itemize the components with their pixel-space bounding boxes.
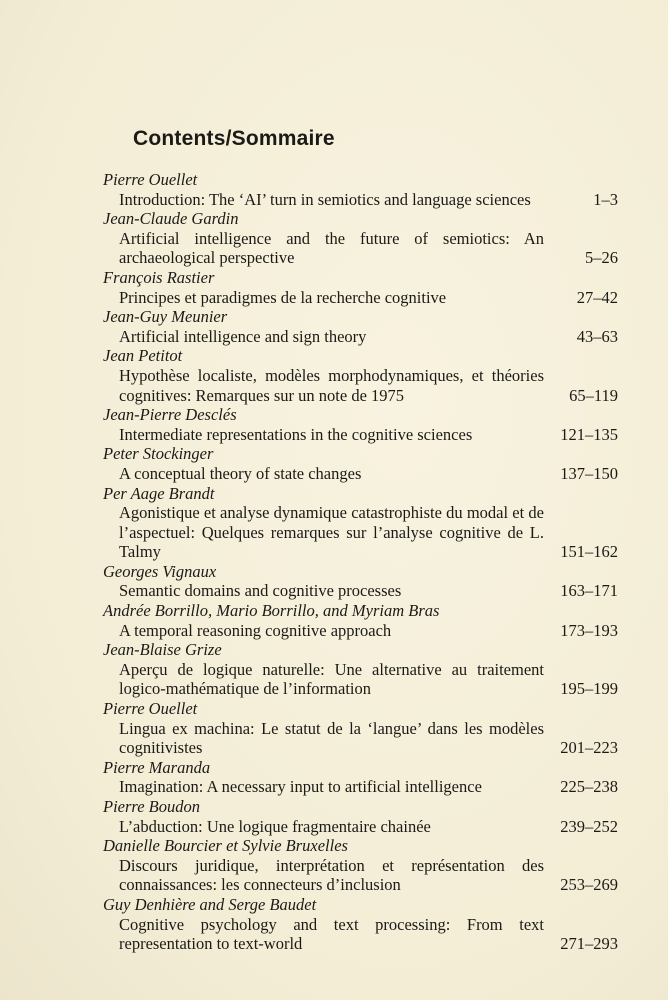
- entry-title-row: [103, 425, 618, 445]
- entry-pages: 121–135: [560, 424, 618, 444]
- entry-title: Introduction: The ‘AI’ turn in semiotics and language sciences: [119, 189, 531, 209]
- entry-title-row: [103, 288, 618, 308]
- entry-author: Jean-Guy Meunier: [103, 307, 228, 327]
- table-of-contents: [103, 170, 618, 954]
- entry-pages: 271–293: [560, 934, 618, 954]
- entry-title-row: [103, 366, 618, 405]
- entry-title: Principes et paradigmes de la recherche cognitive: [119, 287, 447, 307]
- toc-entry: [103, 170, 618, 209]
- entry-title: Intermediate representations in the cognitive sciences: [119, 424, 473, 444]
- entry-pages: 137–150: [560, 463, 618, 483]
- entry-pages: 151–162: [560, 542, 618, 562]
- toc-entry: [103, 444, 618, 483]
- entry-title-row: [103, 856, 618, 895]
- toc-entry: [103, 484, 618, 562]
- entry-title: A conceptual theory of state changes: [119, 463, 362, 483]
- toc-entry: [103, 758, 618, 797]
- entry-title: Imagination: A necessary input to artificial intelligence: [119, 777, 482, 797]
- entry-pages: 253–269: [560, 875, 618, 895]
- toc-entry: [103, 699, 618, 758]
- entry-author: Jean-Pierre Desclés: [103, 405, 237, 425]
- entry-title-row: [103, 719, 618, 758]
- entry-pages: 65–119: [569, 385, 618, 405]
- entry-title-row: [103, 777, 618, 797]
- entry-title-row: [103, 817, 618, 837]
- entry-author: Jean Petitot: [103, 346, 183, 366]
- entry-title: Semantic domains and cognitive processes: [119, 581, 402, 601]
- entry-author: Pierre Maranda: [103, 757, 211, 777]
- entry-author: Pierre Boudon: [103, 797, 200, 816]
- entry-pages: 27–42: [576, 287, 618, 307]
- toc-entry: [103, 307, 618, 346]
- toc-entry: [103, 836, 618, 895]
- entry-title-row: [103, 327, 618, 347]
- entry-title-row: [103, 660, 618, 699]
- entry-author: Jean-Claude Gardin: [103, 209, 239, 229]
- entry-pages: 1–3: [593, 189, 618, 209]
- entry-pages: 201–223: [560, 738, 618, 758]
- entry-author: Pierre Ouellet: [103, 170, 198, 189]
- entry-pages: 195–199: [560, 679, 618, 699]
- entry-author: Pierre Ouellet: [103, 699, 198, 719]
- entry-title-row: [103, 621, 618, 641]
- entry-pages: 163–171: [560, 581, 618, 601]
- entry-author: Peter Stockinger: [103, 444, 214, 464]
- entry-title-row: [103, 915, 618, 954]
- toc-entry: [103, 895, 618, 954]
- entry-title: Cognitive psychology and text processing: From text representation to text-world: [119, 914, 544, 954]
- entry-pages: 225–238: [560, 777, 618, 797]
- entry-title-row: [103, 464, 618, 484]
- toc-entry: [103, 209, 618, 268]
- entry-title: Discours juridique, interprétation et représentation des connaissances: les connecteurs d’inclusion: [119, 855, 544, 895]
- entry-author: Jean-Blaise Grize: [103, 640, 222, 660]
- toc-entry: [103, 346, 618, 405]
- entry-title: L’abduction: Une logique fragmentaire chainée: [119, 816, 431, 836]
- entry-author: François Rastier: [103, 267, 215, 287]
- entry-author: Danielle Bourcier et Sylvie Bruxelles: [103, 836, 348, 856]
- entry-title-row: [103, 190, 618, 210]
- entry-pages: 5–26: [585, 248, 618, 268]
- toc-entry: [103, 601, 618, 640]
- toc-entry: [103, 405, 618, 444]
- entry-title: Agonistique et analyse dynamique catastrophiste du modal et de l’aspectuel: Quelques remarques sur l’analyse cognitive de L. Talmy: [119, 503, 544, 562]
- entry-pages: 43–63: [576, 326, 618, 346]
- entry-title: Aperçu de logique naturelle: Une alternative au traitement logico-mathématique de l’information: [119, 659, 544, 699]
- entry-author: Guy Denhière and Serge Baudet: [103, 894, 317, 914]
- toc-entry: [103, 640, 618, 699]
- entry-title: Lingua ex machina: Le statut de la ‘langue’ dans les modèles cognitivistes: [119, 718, 544, 758]
- entry-title-row: [103, 581, 618, 601]
- entry-title-row: [103, 229, 618, 268]
- entry-title: A temporal reasoning cognitive approach: [119, 620, 392, 640]
- entry-author: Andrée Borrillo, Mario Borrillo, and Myriam Bras: [103, 601, 440, 621]
- entry-author: Georges Vignaux: [103, 561, 217, 581]
- toc-entry: [103, 797, 618, 836]
- entry-author: Per Aage Brandt: [103, 483, 215, 503]
- toc-entry: [103, 562, 618, 601]
- entry-title: Artificial intelligence and sign theory: [119, 326, 367, 346]
- entry-pages: 173–193: [560, 620, 618, 640]
- entry-title: Hypothèse localiste, modèles morphodynamiques, et théories cognitives: Remarques sur un note de 1975: [119, 365, 544, 405]
- entry-title-row: [103, 503, 618, 562]
- entry-pages: 239–252: [560, 816, 618, 836]
- toc-entry: [103, 268, 618, 307]
- contents-heading: Contents/Sommaire: [133, 127, 335, 150]
- entry-title: Artificial intelligence and the future of semiotics: An archaeological perspective: [119, 228, 544, 268]
